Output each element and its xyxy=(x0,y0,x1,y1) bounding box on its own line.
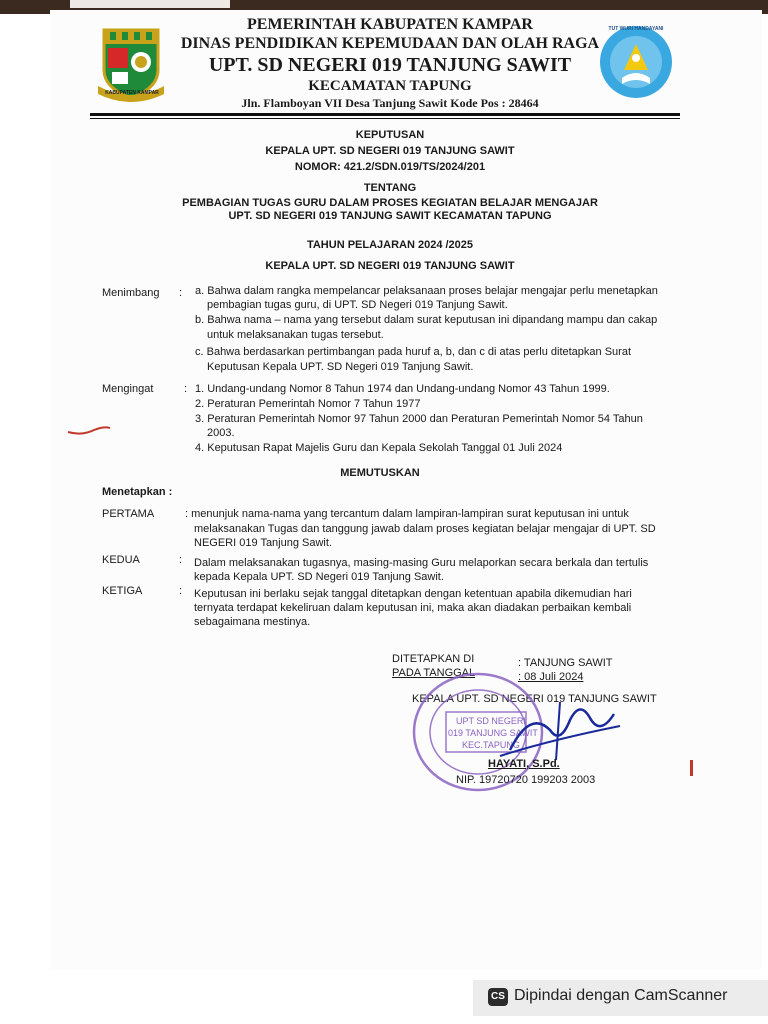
title-tentang: TENTANG xyxy=(363,182,417,194)
tanggal-label: PADA TANGGAL xyxy=(392,667,476,679)
memutuskan-heading: MEMUTUSKAN xyxy=(340,467,420,479)
letterhead-line3: UPT. SD NEGERI 019 TANJUNG SAWIT xyxy=(208,54,572,76)
logo-banner-text: KABUPATEN KAMPAR xyxy=(105,90,159,96)
menimbang-label: Menimbang xyxy=(102,287,160,299)
menimbang-c-line2: Keputusan Kepala UPT. SD Negeri 019 Tanjung Sawit. xyxy=(207,361,474,373)
mengingat-colon: : xyxy=(184,383,188,395)
mengingat-item-1: 1. Undang-undang Nomor 8 Tahun 1974 dan Undang-undang Nomor 43 Tahun 1999. xyxy=(195,383,610,395)
kedua-line2: kepada Kepala UPT. SD Negeri 019 Tanjung Sawit. xyxy=(194,571,444,583)
title-subject-line2: UPT. SD NEGERI 019 TANJUNG SAWIT KECAMATAN TAPUNG xyxy=(228,210,552,222)
letterhead-rule-thin xyxy=(90,118,680,119)
letterhead-address: Jln. Flamboyan VII Desa Tanjung Sawit Kode Pos : 28464 xyxy=(241,96,539,110)
letterhead-line2: DINAS PENDIDIKAN KEPEMUDAAN DAN OLAH RAGA xyxy=(180,35,600,52)
ketiga-line1: Keputusan ini berlaku sejak tanggal ditetapkan dengan ketentuan apabila dikemudian hari xyxy=(194,588,632,600)
mengingat-item-4: 4. Keputusan Rapat Majelis Guru dan Kepala Sekolah Tanggal 01 Juli 2024 xyxy=(195,442,563,454)
kedua-colon: : xyxy=(179,554,183,566)
kedua-line1: Dalam melaksanakan tugasnya, masing-masing Guru melaporkan secara berkala dan tertulis xyxy=(194,557,649,569)
logo-motto-text: TUT WURI HANDAYANI xyxy=(608,26,664,32)
ink-smudge xyxy=(64,420,114,440)
ditetapkan-label: DITETAPKAN DI xyxy=(392,653,475,665)
title-tahun: TAHUN PELAJARAN 2024 /2025 xyxy=(306,239,474,251)
title-keputusan: KEPUTUSAN xyxy=(355,129,425,141)
kedua-label: KEDUA xyxy=(102,554,140,566)
signatory-nip: NIP. 19720720 199203 2003 xyxy=(456,774,596,786)
mengingat-item-3-line1: 3. Peraturan Pemerintah Nomor 97 Tahun 2000 dan Peraturan Pemerintah Nomor 54 Tahun xyxy=(195,413,643,425)
letterhead-line1: PEMERINTAH KABUPATEN KAMPAR xyxy=(247,16,533,33)
mengingat-item-3-line2: 2003. xyxy=(207,427,235,439)
mengingat-label: Mengingat xyxy=(102,383,154,395)
letterhead-line4: KECAMATAN TAPUNG xyxy=(308,78,472,94)
ketiga-line2: ternyata terdapat kekeliruan dalam keputusan ini, maka akan diadakan perbaikan kembali xyxy=(194,602,632,614)
mengingat-item-2: 2. Peraturan Pemerintah Nomor 7 Tahun 1977 xyxy=(195,398,421,410)
menimbang-c-line1: c. Bahwa berdasarkan pertimbangan pada huruf a, b, dan c di atas perlu ditetapkan Surat xyxy=(195,346,632,358)
menimbang-colon: : xyxy=(179,287,183,299)
scan-paper-corner xyxy=(70,0,230,8)
title-kepala-2: KEPALA UPT. SD NEGERI 019 TANJUNG SAWIT xyxy=(265,260,515,272)
pertama-label: PERTAMA xyxy=(102,508,155,520)
ketiga-colon: : xyxy=(179,585,183,597)
signatory-name: HAYATI, S.Pd. xyxy=(488,758,560,770)
menimbang-a-line2: pembagian tugas guru, di UPT. SD Negeri 019 Tanjung Sawit. xyxy=(207,299,508,311)
title-subject-line1: PEMBAGIAN TUGAS GURU DALAM PROSES KEGIATAN BELAJAR MENGAJAR xyxy=(182,197,598,209)
title-kepala: KEPALA UPT. SD NEGERI 019 TANJUNG SAWIT xyxy=(265,145,515,157)
signatory-title: KEPALA UPT. SD NEGERI 019 TANJUNG SAWIT xyxy=(412,693,657,705)
menimbang-a-line1: a. Bahwa dalam rangka mempelancar pelaksanaan proses belajar mengajar perlu menetapkan xyxy=(195,285,658,297)
menimbang-b-line2: untuk melaksanakan tugas tersebut. xyxy=(207,329,384,341)
camscanner-text: Dipindai dengan CamScanner xyxy=(514,987,728,1004)
ketiga-line3: sebagaimana mestinya. xyxy=(194,616,311,628)
pertama-line2: melaksanakan Tugas dan tanggung jawab dalam proses kegiatan belajar mengajar di UPT. SD xyxy=(194,523,656,535)
menimbang-b-line1: b. Bahwa nama – nama yang tersebut dalam surat keputusan ini dipandang mampu dan cakap xyxy=(195,314,658,326)
margin-mark xyxy=(690,760,693,776)
letterhead-rule-thick xyxy=(90,113,680,116)
tanggal-value: : 08 Juli 2024 xyxy=(518,671,584,683)
ketiga-label: KETIGA xyxy=(102,585,143,597)
stamp-text-line2: 019 TANJUNG SAWIT xyxy=(448,728,538,738)
stamp-text-line1: UPT SD NEGERI xyxy=(456,716,526,726)
stamp-text-line3: KEC.TAPUNG xyxy=(462,740,520,750)
menetapkan-label: Menetapkan : xyxy=(102,486,173,498)
ditetapkan-value: : TANJUNG SAWIT xyxy=(518,657,613,669)
title-nomor: NOMOR: 421.2/SDN.019/TS/2024/201 xyxy=(294,161,486,173)
tut-wuri-handayani-logo xyxy=(594,22,678,102)
pertama-line3: NEGERI 019 Tanjung Sawit. xyxy=(194,537,332,549)
camscanner-badge-icon: CS xyxy=(488,988,508,1006)
pertama-line1: : menunjuk nama-nama yang tercantum dalam lampiran-lampiran surat keputusan ini untuk xyxy=(185,508,629,520)
